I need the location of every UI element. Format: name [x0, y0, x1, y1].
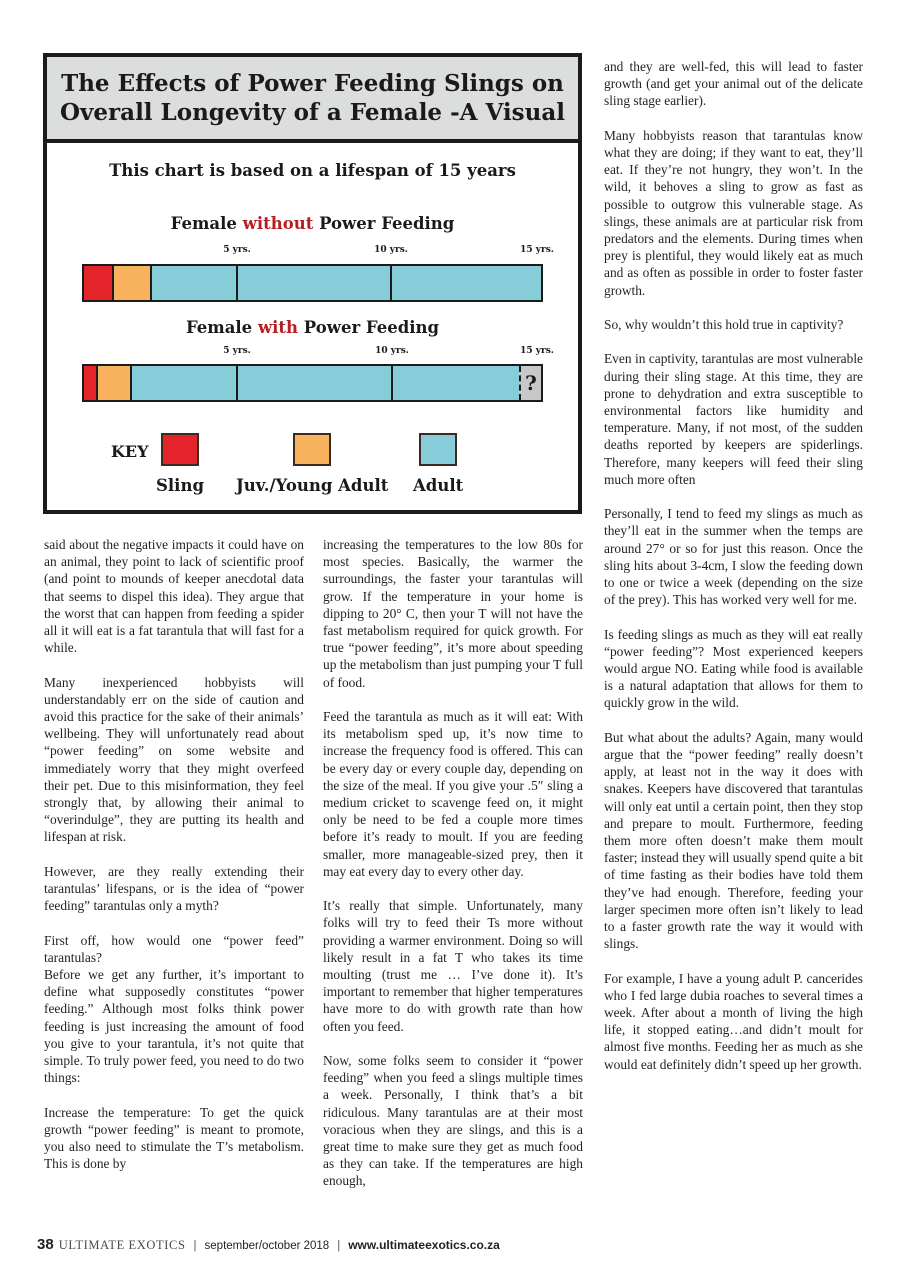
paragraph: Many hobbyists reason that tarantulas know what they are doing; if they want to eat, they’ll eat. If they’re not hungry, they won’t. In the wild, it behoves a sling to grow as fast as possible to outgrow this vulnerable stage. As slings, these animals are at particular risk from predators and the elements. During times when prey is plentiful, they would likely eat as much and as often as possible in order to foster faster growth. — [604, 127, 863, 298]
issue-date: september/october 2018 — [204, 1240, 330, 1252]
paragraph: said about the negative impacts it could have on an animal, they point to lack of scientific proof (and point to mounds of keeper anecdotal data that seems to dispel this idea). They argue that the worst that can happen from feeding a spider all it will eat is a fat tarantula that will fast for a while. — [44, 537, 304, 656]
longevity-chart-figure — [43, 53, 582, 514]
row-title-with: Female with Power Feeding — [185, 318, 440, 337]
swatch-sling — [161, 433, 199, 466]
paragraph: But what about the adults? Again, many would argue that the “power feeding” really doesn’t apply, at least not in the way it does with snakes. Keepers have discovered that tarantulas will only eat until a certain point, then they stop and prepare to moult. Furthermore, feeding them more often doesn’t make them moult faster; instead they will usually spend quite a bit of time fasting as their bodies have told them they’ve had enough. Therefore, feeding your larger specimen more often isn’t likely to lead to a faster growth rate the way it would with slings. — [604, 729, 863, 952]
paragraph: Is feeding slings as much as they will eat really “power feeding”? Most experienced keepers would argue NO. Eating while food is available is a natural adaptation that allows for them to quickly grow in the wild. — [604, 626, 863, 711]
footer-divider: | — [337, 1240, 341, 1252]
gridline-5yrs — [236, 366, 238, 400]
paragraph: increasing the temperatures to the low 80s for most species. Basically, the warmer the surroundings, the faster your tarantulas will grow. If the temperature in your home is dipping to 20° C, then your T will not have the fast metabolism required for quick growth. For true “power feeding”, it’s more about speeding up the metabolism than just pumping your T full of food. — [323, 537, 583, 690]
page-number: 38 — [37, 1236, 54, 1253]
segment-adult — [132, 366, 519, 400]
article-column-2 — [323, 536, 583, 1207]
legend-item-sling — [156, 433, 204, 495]
legend-label: Juv./Young Adult — [236, 476, 389, 495]
article-column-3 — [604, 58, 863, 1090]
paragraph: and they are well-fed, this will lead to faster growth (and get your animal out of the delicate sling stage earlier). — [604, 59, 863, 109]
paragraph: However, are they really extending their tarantulas’ lifespans, or is the idea of “power feeding” tarantulas only a myth? — [44, 863, 304, 914]
gridline-10yrs — [390, 266, 392, 300]
segment-sling — [84, 266, 114, 300]
paragraph: First off, how would one “power feed” tarantulas? — [44, 932, 304, 965]
paragraph: Even in captivity, tarantulas are most vulnerable during their sling stage. At this time, they are prone to dehydration and extra susceptible to environmental factors like humidity and temperature. Many, if not most, of the sudden deaths reported by keepers are spiderlings. Therefore, many keepers will feed their sling much more often — [604, 351, 863, 487]
paragraph: Increase the temperature: To get the quick growth “power feeding” is meant to promote, you also need to stimulate the T’s metabolism. This is done by — [44, 1104, 304, 1172]
chart-subtitle: This chart is based on a lifespan of 15 years — [109, 161, 516, 180]
website-link[interactable]: www.ultimateexotics.co.za — [348, 1238, 500, 1252]
page-footer — [37, 1236, 500, 1253]
magazine-name: ULTIMATE EXOTICS — [58, 1238, 186, 1252]
segment-sling — [84, 366, 98, 400]
highlight-with: with — [257, 318, 299, 337]
swatch-juvenile — [293, 433, 331, 466]
row-title-without: Female without Power Feeding — [170, 214, 455, 233]
segment-adult — [152, 266, 541, 300]
paragraph: For example, I have a young adult P. cancerides who I fed large dubia roaches to several times a week. After about a month of living the high life, it stopped eating…and didn’t moult for almost five months. Feeding her as much as she would eat definitely didn’t speed up her growth. — [604, 970, 863, 1072]
tick-15yrs: 15 yrs. — [520, 346, 554, 356]
segment-unknown — [519, 366, 541, 400]
tick-15yrs: 15 yrs. — [520, 245, 554, 255]
lifespan-bar-without — [82, 264, 543, 302]
paragraph: Many inexperienced hobbyists will understandably err on the side of caution and avoid this practice for the sake of their animals’ wellbeing. They will unfortunately read about “power feeding” on some website and immediately worry that they might overfeed their pet. Due to this misinformation, they feel strongly that, by allowing their animal to “overindulge”, they are putting its health and lifespan at risk. — [44, 674, 304, 845]
paragraph: Personally, I tend to feed my slings as much as they’ll eat in the summer when the temps are around 27° or so for just this reason. Once the sling hits about 3-4cm, I slow the feeding down to one or twice a week (depending on the size of the prey). This has worked very well for me. — [604, 506, 863, 608]
legend-item-adult — [413, 433, 463, 495]
legend-label: Adult — [413, 476, 464, 495]
article-column-1 — [44, 536, 304, 1190]
legend-label: Sling — [156, 476, 204, 495]
tick-10yrs: 10 yrs. — [374, 245, 408, 255]
paragraph: Feed the tarantula as much as it will eat: With its metabolism sped up, it’s now time to increase the frequency food is offered. This can be every day or every couple day, depending on the size of the meal. If you give your .5″ sling a medium cricket to scavenge feed on, it might only be need to be fed a couple more times before it’s ready to moult. If you are feeding smaller, more manageable-sized prey, then it may eat every day to every other day. — [323, 709, 583, 879]
gridline-5yrs — [236, 266, 238, 300]
tick-5yrs: 5 yrs. — [223, 245, 251, 255]
tick-labels-row1 — [82, 245, 554, 259]
chart-title: The Effects of Power Feeding Slings on Overall Longevity of a Female -A Visual — [47, 57, 578, 143]
highlight-without: without — [242, 214, 314, 233]
segment-juvenile — [114, 266, 152, 300]
tick-5yrs: 5 yrs. — [223, 346, 251, 356]
legend-item-juvenile — [236, 433, 388, 495]
question-mark-icon: ? — [525, 371, 537, 395]
swatch-adult — [419, 433, 457, 466]
key-label: KEY — [111, 442, 149, 461]
paragraph: So, why wouldn’t this hold true in captivity? — [604, 317, 844, 333]
segment-juvenile — [98, 366, 132, 400]
gridline-10yrs — [391, 366, 393, 400]
paragraph: Before we get any further, it’s important to define what supposedly constitutes “power feeding.” Although most folks think power feeding is just increasing the amount of food you give to your tarantula, it’s not quite that simple. To truly power feed, you need to do two things: — [44, 967, 304, 1086]
lifespan-bar-with — [82, 364, 543, 402]
tick-labels-row2 — [82, 346, 554, 360]
paragraph: Now, some folks seem to consider it “power feeding” when you feed a slings multiple times a week. Personally, I think that’s a bit ridiculous. Many tarantulas are at their most voracious when they are slings, and this is a great time to make sure they get as much food as they can take. If the temperatures are high enough, — [323, 1053, 583, 1189]
tick-10yrs: 10 yrs. — [375, 346, 409, 356]
footer-divider: | — [193, 1240, 197, 1252]
paragraph: It’s really that simple. Unfortunately, many folks will try to feed their Ts more without providing a warmer environment. Doing so will likely result in a fat T who takes its time moulting (trust me … I’ve done it). It’s important to remember that higher temperatures have more to do with growth rate than how often you feed. — [323, 898, 583, 1034]
